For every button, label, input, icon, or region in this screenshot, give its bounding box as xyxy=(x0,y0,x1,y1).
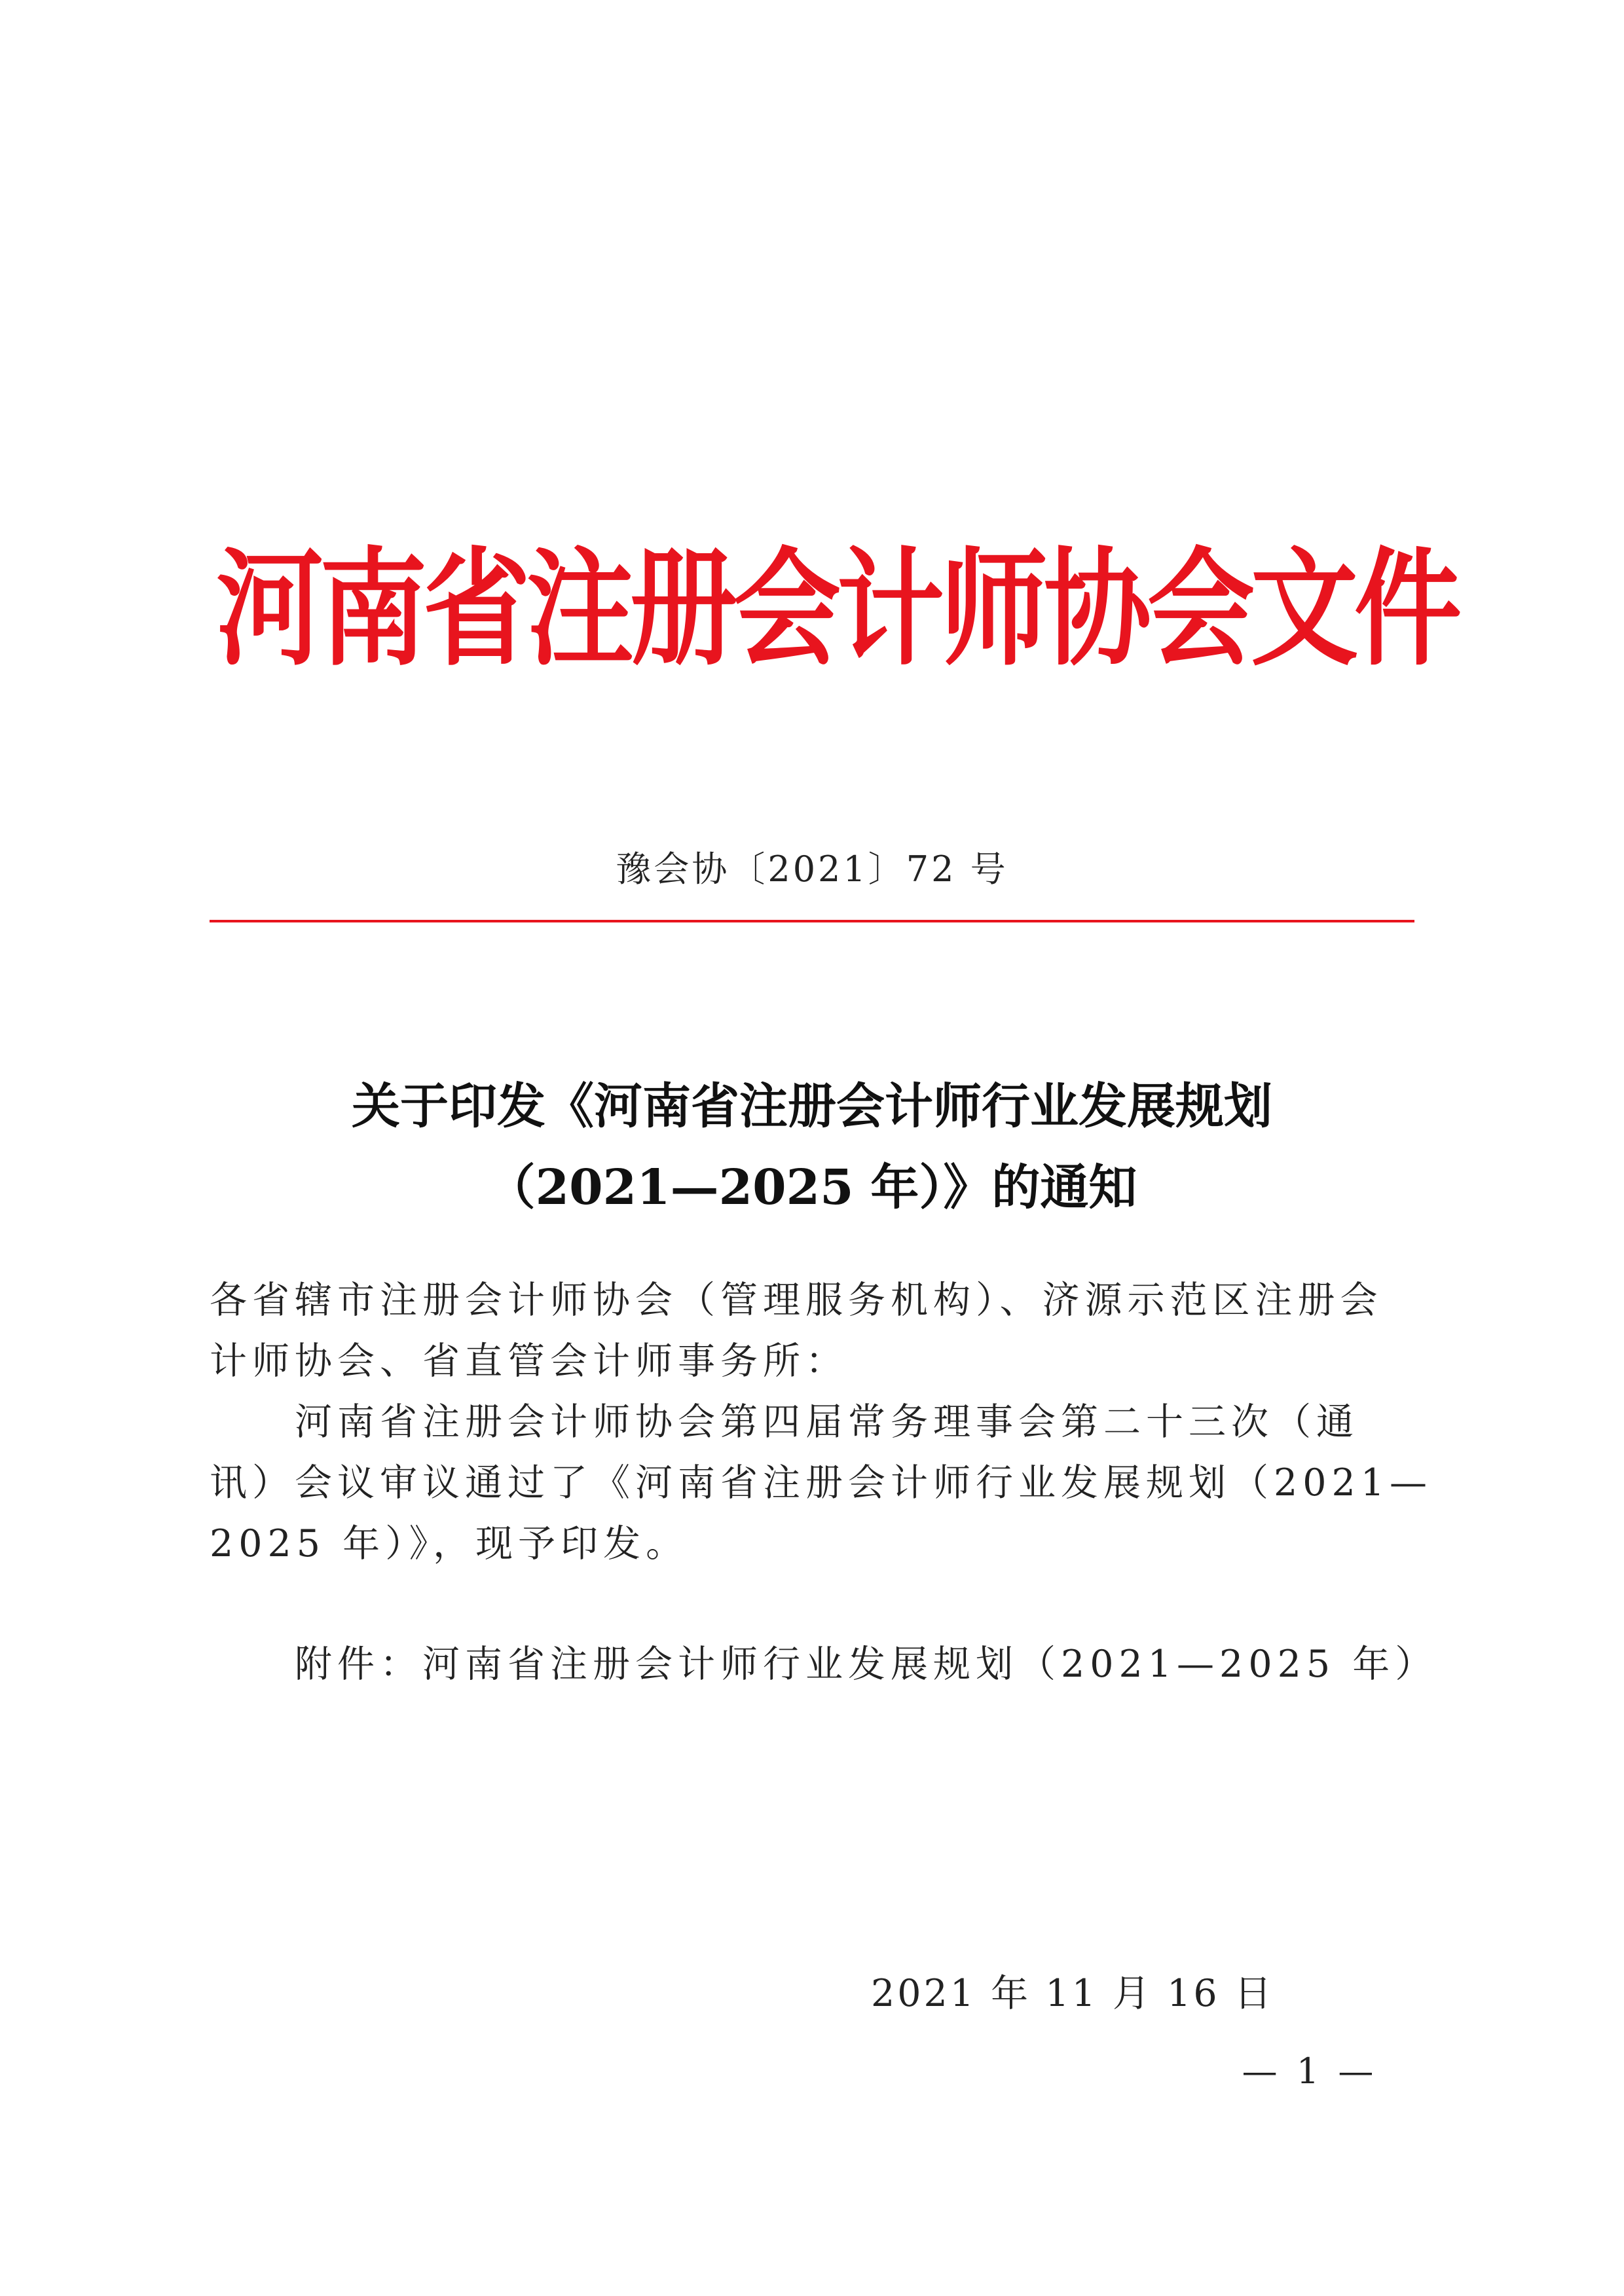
attachment-line: 附件：河南省注册会计师行业发展规划（2021—2025 年） xyxy=(210,1643,1438,1686)
addressee-line-1: 各省辖市注册会计师协会（管理服务机构）、济源示范区注册会 xyxy=(210,1279,1383,1322)
red-separator-line xyxy=(210,920,1414,922)
issue-date: 2021 年 11 月 16 日 xyxy=(871,1972,1274,2015)
document-number: 豫会协〔2021〕72 号 xyxy=(616,848,1008,890)
notice-title xyxy=(210,1066,1414,1228)
addressee xyxy=(210,1270,1414,1392)
body-paragraph-line-3: 2025 年）》，现予印发。 xyxy=(210,1522,689,1565)
body-paragraph-line-1: 河南省注册会计师协会第四届常务理事会第二十三次（通 xyxy=(210,1400,1359,1444)
attachment-note xyxy=(210,1634,1438,1695)
notice-title-line-1: 关于印发《河南省注册会计师行业发展规划 xyxy=(352,1078,1272,1135)
body-paragraph-line-2: 讯）会议审议通过了《河南省注册会计师行业发展规划（2021— xyxy=(210,1461,1433,1504)
body-paragraph xyxy=(210,1392,1433,1575)
addressee-line-2: 计师协会、省直管会计师事务所： xyxy=(210,1339,848,1383)
page-number: — 1 — xyxy=(1242,2050,1378,2092)
masthead-title: 河南省注册会计师协会文件 xyxy=(216,534,1458,683)
notice-title-line-2: （2021—2025 年）》的通知 xyxy=(487,1159,1137,1216)
